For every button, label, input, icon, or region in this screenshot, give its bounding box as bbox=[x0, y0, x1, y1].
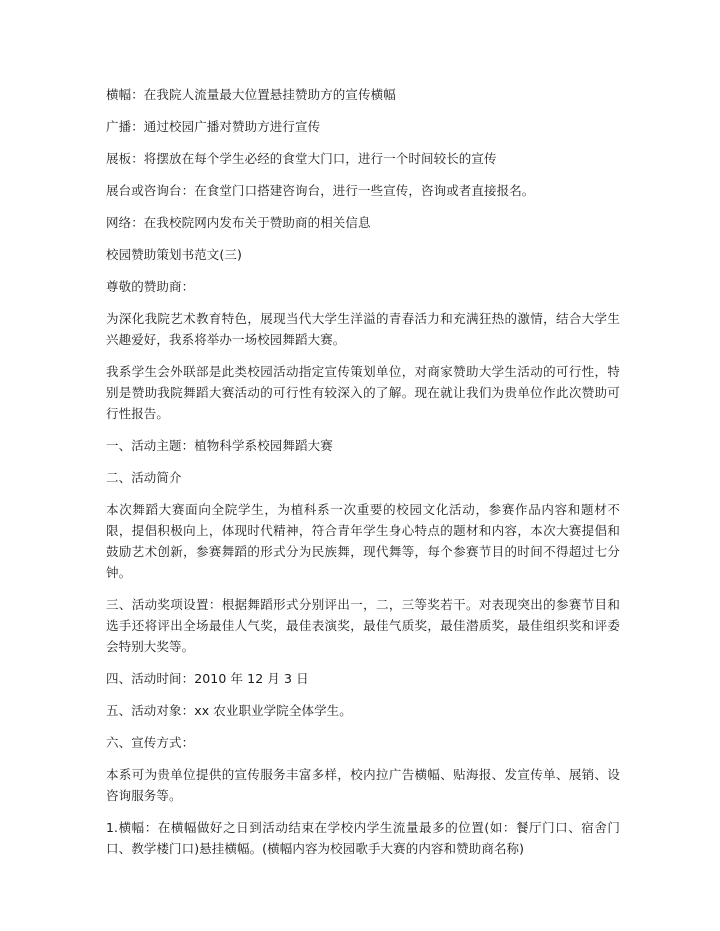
paragraph-background: 我系学生会外联部是此类校园活动指定宣传策划单位，对商家赞助大学生活动的可行性，特别是赞助我院舞蹈大赛活动的可行性有较深入的了解。现在就让我们为贵单位作此次赞助可行性报告。 bbox=[106, 364, 620, 421]
paragraph-banner-detail: 1.横幅：在横幅做好之日到活动结束在学校内学生流量最多的位置(如：餐厅门口、宿舍门口、教学楼门口)悬挂横幅。(横幅内容为校园歌手大赛的内容和赞助商名称) bbox=[106, 820, 620, 856]
salutation: 尊敬的赞助商： bbox=[106, 279, 195, 294]
paragraph-network: 网络：在我校院网内发布关于赞助商的相关信息 bbox=[106, 215, 371, 230]
section-heading: 校园赞助策划书范文(三) bbox=[106, 247, 242, 262]
document-body bbox=[106, 84, 620, 870]
paragraph-broadcast: 广播：通过校园广播对赞助方进行宣传 bbox=[106, 119, 321, 134]
paragraph-summary-heading: 二、活动简介 bbox=[106, 470, 182, 485]
paragraph-awards: 三、活动奖项设置：根据舞蹈形式分别评出一，二，三等奖若干。对表现突出的参赛节目和选手还将评出全场最佳人气奖，最佳表演奖，最佳气质奖，最佳潜质奖，最佳组织奖和评委会特别大奖等。 bbox=[106, 597, 620, 654]
paragraph-display-board: 展板：将摆放在每个学生必经的食堂大门口，进行一个时间较长的宣传 bbox=[106, 151, 497, 166]
paragraph-promotion-heading: 六、宣传方式： bbox=[106, 735, 195, 750]
paragraph-time: 四、活动时间：2010 年 12 月 3 日 bbox=[106, 671, 309, 686]
paragraph-audience: 五、活动对象：xx 农业职业学院全体学生。 bbox=[106, 703, 352, 718]
paragraph-intro: 为深化我院艺术教育特色，展现当代大学生洋溢的青春活力和充满狂热的激情，结合大学生兴趣爱好，我系将举办一场校园舞蹈大赛。 bbox=[106, 311, 620, 347]
paragraph-banner: 横幅：在我院人流量最大位置悬挂赞助方的宣传横幅 bbox=[106, 87, 396, 102]
paragraph-booth: 展台或咨询台：在食堂门口搭建咨询台，进行一些宣传，咨询或者直接报名。 bbox=[106, 183, 535, 198]
paragraph-promotion: 本系可为贵单位提供的宣传服务丰富多样，校内拉广告横幅、贴海报、发宣传单、展销、设咨询服务等。 bbox=[106, 767, 620, 803]
paragraph-summary: 本次舞蹈大赛面向全院学生，为植科系一次重要的校园文化活动，参赛作品内容和题材不限，提倡积极向上，体现时代精神，符合青年学生身心特点的题材和内容，本次大赛提倡和鼓励艺术创新，参赛舞蹈的形式分为民族舞，现代舞等，每个参赛节目的时间不得超过七分钟。 bbox=[106, 502, 620, 580]
paragraph-theme: 一、活动主题：植物科学系校园舞蹈大赛 bbox=[106, 438, 333, 453]
